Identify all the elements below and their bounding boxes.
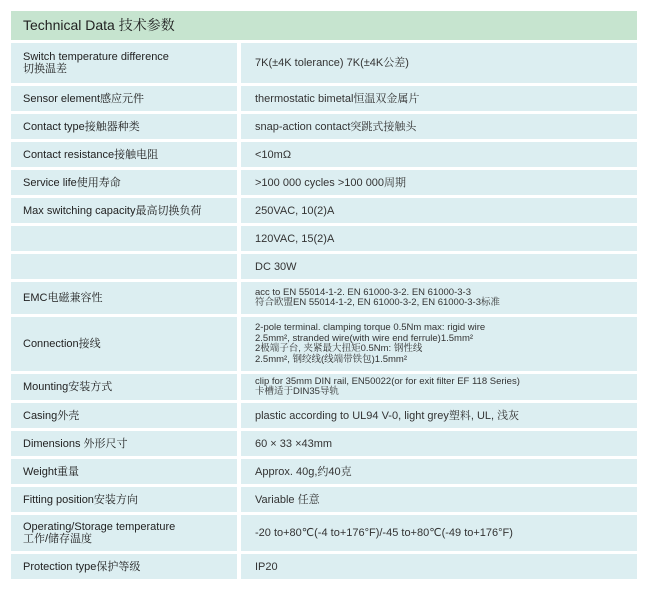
- table-row: [11, 43, 637, 83]
- table-row: [11, 114, 637, 139]
- row-value: 60 × 33 ×43mm: [241, 431, 637, 456]
- table-row: [11, 515, 637, 551]
- row-label: Fitting position安装方向: [11, 487, 237, 512]
- table-row: [11, 431, 637, 456]
- row-value: Approx. 40g,约40克: [241, 459, 637, 484]
- section-title: Technical Data 技术参数: [11, 11, 637, 40]
- table-row: [11, 554, 637, 579]
- row-label: Weight重量: [11, 459, 237, 484]
- row-label: Mounting安装方式: [11, 374, 237, 400]
- row-value: thermostatic bimetal恒温双金属片: [241, 86, 637, 111]
- table-row: [11, 142, 637, 167]
- row-label: Protection type保护等级: [11, 554, 237, 579]
- row-label: Switch temperature difference 切换温差: [11, 43, 237, 83]
- table-row: [11, 198, 637, 223]
- row-value: IP20: [241, 554, 637, 579]
- row-label: EMC电磁兼容性: [11, 282, 237, 314]
- row-label: Sensor element感应元件: [11, 86, 237, 111]
- row-value: 7K(±4K tolerance) 7K(±4K公差): [241, 43, 637, 83]
- row-label: Contact type接触器种类: [11, 114, 237, 139]
- row-label: Connection接线: [11, 317, 237, 371]
- row-value: clip for 35mm DIN rail, EN50022(or for exit filter EF 118 Series) 卡槽适于DIN35导轨: [241, 374, 637, 400]
- row-value: snap-action contact突跳式接触头: [241, 114, 637, 139]
- table-row: [11, 170, 637, 195]
- row-label: Max switching capacity最高切换负荷: [11, 198, 237, 223]
- tech-data-table: [11, 43, 637, 582]
- row-value: Variable 任意: [241, 487, 637, 512]
- row-value: 2-pole terminal. clamping torque 0.5Nm max: rigid wire 2.5mm², stranded wire(with wire end ferrule)1.5mm² 2极端子台, 夹紧最大扭矩0.5Nm: 钢性线 2.5mm², 钢绞线(线端带铁包)1.5mm²: [241, 317, 637, 371]
- table-row: [11, 487, 637, 512]
- row-value: plastic according to UL94 V-0, light grey塑料, UL, 浅灰: [241, 403, 637, 428]
- table-row: [11, 459, 637, 484]
- row-value: -20 to+80℃(-4 to+176°F)/-45 to+80℃(-49 to+176°F): [241, 515, 637, 551]
- table-row: [11, 282, 637, 314]
- row-value: >100 000 cycles >100 000周期: [241, 170, 637, 195]
- row-value: 120VAC, 15(2)A: [241, 226, 637, 251]
- row-label: Dimensions 外形尺寸: [11, 431, 237, 456]
- row-value: DC 30W: [241, 254, 637, 279]
- table-row: [11, 374, 637, 400]
- row-label: [11, 254, 237, 279]
- row-label: Contact resistance接触电阻: [11, 142, 237, 167]
- table-row: [11, 317, 637, 371]
- table-row: [11, 86, 637, 111]
- row-label: Operating/Storage temperature 工作/储存温度: [11, 515, 237, 551]
- row-label: [11, 226, 237, 251]
- row-value: acc to EN 55014-1-2. EN 61000-3-2. EN 61000-3-3 符合欧盟EN 55014-1-2, EN 61000-3-2, EN 61000-3-3标准: [241, 282, 637, 314]
- table-row: [11, 403, 637, 428]
- table-row: [11, 226, 637, 251]
- table-row: [11, 254, 637, 279]
- row-value: 250VAC, 10(2)A: [241, 198, 637, 223]
- row-label: Service life使用寿命: [11, 170, 237, 195]
- row-label: Casing外壳: [11, 403, 237, 428]
- row-value: <10mΩ: [241, 142, 637, 167]
